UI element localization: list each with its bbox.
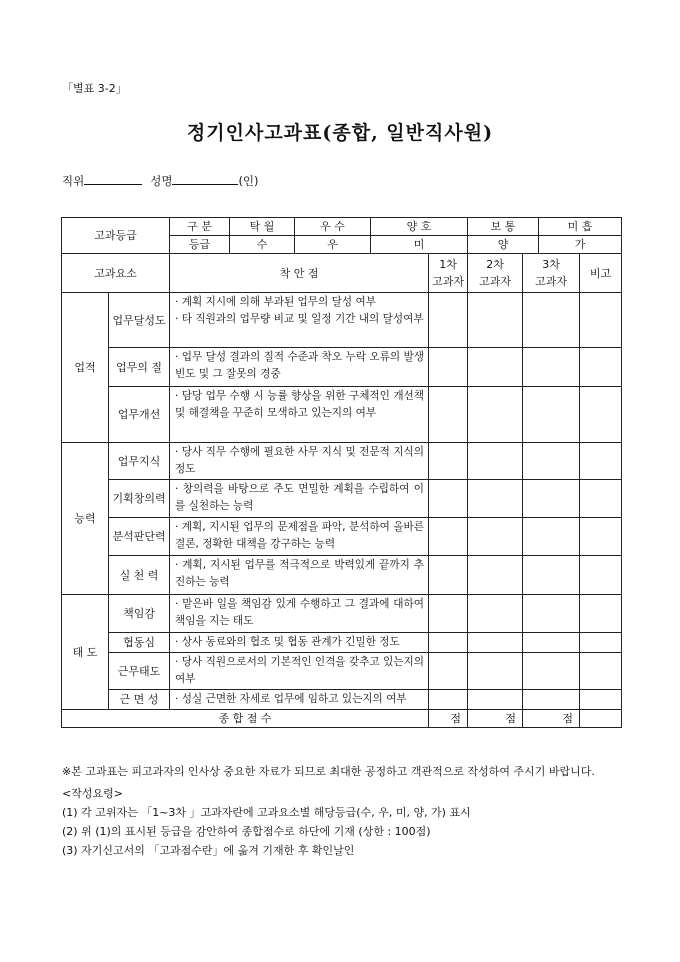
element-row — [62, 348, 622, 387]
criteria-header: 착 안 점 — [170, 254, 429, 293]
second-reviewer-cell[interactable] — [468, 387, 523, 443]
notes — [62, 762, 627, 860]
element-name: 업무달성도 — [109, 293, 170, 348]
name-blank[interactable] — [172, 173, 238, 185]
grade-col: 미 흡 — [539, 218, 622, 236]
grade-value: 가 — [539, 236, 622, 254]
element-row — [62, 293, 622, 348]
criteria-cell: · 업무 달성 결과의 질적 수준과 착오 누락 오류의 발생 빈도 및 그 잘못의 경중 — [170, 348, 429, 387]
grade-row2-label: 등급 — [170, 236, 230, 254]
first-total-cell[interactable]: 점 — [429, 710, 468, 728]
remark-cell[interactable] — [580, 518, 622, 556]
guide-item: (2) 위 (1)의 표시된 등급을 감안하여 종합점수로 하단에 기재 (상한 : 100점) — [62, 825, 431, 838]
second-reviewer-cell[interactable] — [468, 633, 523, 653]
element-row — [62, 387, 622, 443]
remark-cell[interactable] — [580, 387, 622, 443]
criteria-cell: · 담당 업무 수행 시 능률 향상을 위한 구체적인 개선책 및 해결책을 꾸준히 모색하고 있는지의 여부 — [170, 387, 429, 443]
grade-value: 미 — [371, 236, 468, 254]
grade-label: 고과등급 — [62, 218, 170, 254]
element-name: 업무의 질 — [109, 348, 170, 387]
second-reviewer-header: 2차 고과자 — [468, 254, 523, 293]
third-reviewer-cell[interactable] — [523, 480, 580, 518]
remark-header: 비고 — [580, 254, 622, 293]
third-reviewer-cell[interactable] — [523, 348, 580, 387]
first-reviewer-cell[interactable] — [429, 518, 468, 556]
second-reviewer-cell[interactable] — [468, 293, 523, 348]
element-header: 고과요소 — [62, 254, 170, 293]
criteria-cell: · 계획, 지시된 업무의 문제점을 파악, 분석하여 올바른 결론, 정확한 대책을 강구하는 능력 — [170, 518, 429, 556]
second-reviewer-cell[interactable] — [468, 595, 523, 633]
element-name: 책임감 — [109, 595, 170, 633]
second-total-cell[interactable]: 점 — [468, 710, 523, 728]
third-reviewer-cell[interactable] — [523, 690, 580, 710]
first-reviewer-cell[interactable] — [429, 556, 468, 595]
criteria-cell: · 맡은바 일을 책임감 있게 수행하고 그 결과에 대하여 책임을 지는 태도 — [170, 595, 429, 633]
second-reviewer-cell[interactable] — [468, 348, 523, 387]
element-row — [62, 690, 622, 710]
signature-line — [62, 173, 259, 189]
criteria-cell: · 상사 동료와의 협조 및 협동 관계가 긴밀한 정도 — [170, 633, 429, 653]
remark-cell[interactable] — [580, 480, 622, 518]
evaluation-table — [61, 217, 622, 728]
grade-row1-label: 구 분 — [170, 218, 230, 236]
element-name: 기획창의력 — [109, 480, 170, 518]
second-reviewer-cell[interactable] — [468, 653, 523, 690]
remark-cell[interactable] — [580, 293, 622, 348]
guide-item: (3) 자기신고서의 「고과점수란」에 옮겨 기재한 후 확인날인 — [62, 844, 355, 857]
grade-col: 양 호 — [371, 218, 468, 236]
grade-row-1 — [62, 218, 622, 236]
remark-cell[interactable] — [580, 443, 622, 480]
element-row — [62, 653, 622, 690]
first-reviewer-cell[interactable] — [429, 348, 468, 387]
criteria-cell: · 창의력을 바탕으로 주도 면밀한 계획을 수립하여 이를 실천하는 능력 — [170, 480, 429, 518]
element-row — [62, 480, 622, 518]
element-name: 근 면 성 — [109, 690, 170, 710]
group-attitude: 태 도 — [62, 595, 109, 710]
first-reviewer-cell[interactable] — [429, 480, 468, 518]
criteria-cell: · 당사 직무 수행에 필요한 사무 지식 및 전문적 지식의 정도 — [170, 443, 429, 480]
third-reviewer-cell[interactable] — [523, 556, 580, 595]
note-main: ※본 고과표는 피고과자의 인사상 중요한 자료가 되므로 최대한 공정하고 객관적으로 작성하여 주시기 바랍니다. — [62, 765, 595, 778]
element-row — [62, 518, 622, 556]
third-reviewer-cell[interactable] — [523, 518, 580, 556]
criteria-cell: · 계획, 지시된 업무를 적극적으로 박력있게 끝까지 추진하는 능력 — [170, 556, 429, 595]
appendix-tag: 「별표 3-2」 — [62, 82, 127, 95]
element-name: 업무개선 — [109, 387, 170, 443]
second-reviewer-cell[interactable] — [468, 518, 523, 556]
second-reviewer-cell[interactable] — [468, 556, 523, 595]
group-ability: 능력 — [62, 443, 109, 595]
remark-cell[interactable] — [580, 633, 622, 653]
element-row — [62, 595, 622, 633]
element-row — [62, 633, 622, 653]
total-row — [62, 710, 622, 728]
position-label: 직위 — [62, 174, 85, 188]
grade-col: 보 통 — [468, 218, 539, 236]
criteria-cell: · 성실 근면한 자세로 업무에 임하고 있는지의 여부 — [170, 690, 429, 710]
second-reviewer-cell[interactable] — [468, 690, 523, 710]
grade-value: 우 — [295, 236, 371, 254]
name-label: 성명 — [150, 174, 173, 188]
criteria-cell: · 계획 지시에 의해 부과된 업무의 달성 여부 · 타 직원과의 업무량 비교 및 일정 기간 내의 달성여부 — [170, 293, 429, 348]
third-reviewer-cell[interactable] — [523, 387, 580, 443]
third-reviewer-cell[interactable] — [523, 293, 580, 348]
criteria-cell: · 당사 직원으로서의 기본적인 인격을 갖추고 있는지의 여부 — [170, 653, 429, 690]
second-reviewer-cell[interactable] — [468, 480, 523, 518]
third-reviewer-cell[interactable] — [523, 443, 580, 480]
first-reviewer-cell[interactable] — [429, 387, 468, 443]
third-reviewer-cell[interactable] — [523, 633, 580, 653]
seal-label: (인) — [238, 174, 259, 188]
third-total-cell[interactable]: 점 — [523, 710, 580, 728]
grade-value: 양 — [468, 236, 539, 254]
first-reviewer-cell[interactable] — [429, 443, 468, 480]
page-title: 정기인사고과표(종합, 일반직사원) — [186, 122, 494, 144]
first-reviewer-header: 1차 고과자 — [429, 254, 468, 293]
third-reviewer-cell[interactable] — [523, 595, 580, 633]
remark-cell[interactable] — [580, 556, 622, 595]
first-reviewer-cell[interactable] — [429, 653, 468, 690]
element-name: 실 천 력 — [109, 556, 170, 595]
element-name: 근무태도 — [109, 653, 170, 690]
element-row — [62, 556, 622, 595]
first-reviewer-cell[interactable] — [429, 633, 468, 653]
position-blank[interactable] — [84, 173, 142, 185]
guide-item: (1) 각 고위자는 「1~3차 」고과자란에 고과요소별 해당등급(수, 우, 미, 양, 가) 표시 — [62, 806, 471, 819]
remark-cell[interactable] — [580, 653, 622, 690]
element-name: 업무지식 — [109, 443, 170, 480]
grade-col: 탁 월 — [230, 218, 295, 236]
remark-cell[interactable] — [580, 348, 622, 387]
second-reviewer-cell[interactable] — [468, 443, 523, 480]
total-label: 종 합 점 수 — [62, 710, 429, 728]
first-reviewer-cell[interactable] — [429, 595, 468, 633]
third-reviewer-cell[interactable] — [523, 653, 580, 690]
first-reviewer-cell[interactable] — [429, 690, 468, 710]
guide-title: <작성요령> — [62, 787, 123, 800]
grade-col: 우 수 — [295, 218, 371, 236]
column-header-row — [62, 254, 622, 293]
element-row — [62, 443, 622, 480]
first-reviewer-cell[interactable] — [429, 293, 468, 348]
third-reviewer-header: 3차 고과자 — [523, 254, 580, 293]
element-name: 협동심 — [109, 633, 170, 653]
element-name: 분석판단력 — [109, 518, 170, 556]
remark-cell[interactable] — [580, 595, 622, 633]
remark-total-cell[interactable] — [580, 710, 622, 728]
grade-value: 수 — [230, 236, 295, 254]
group-achievement: 업적 — [62, 293, 109, 443]
remark-cell[interactable] — [580, 690, 622, 710]
